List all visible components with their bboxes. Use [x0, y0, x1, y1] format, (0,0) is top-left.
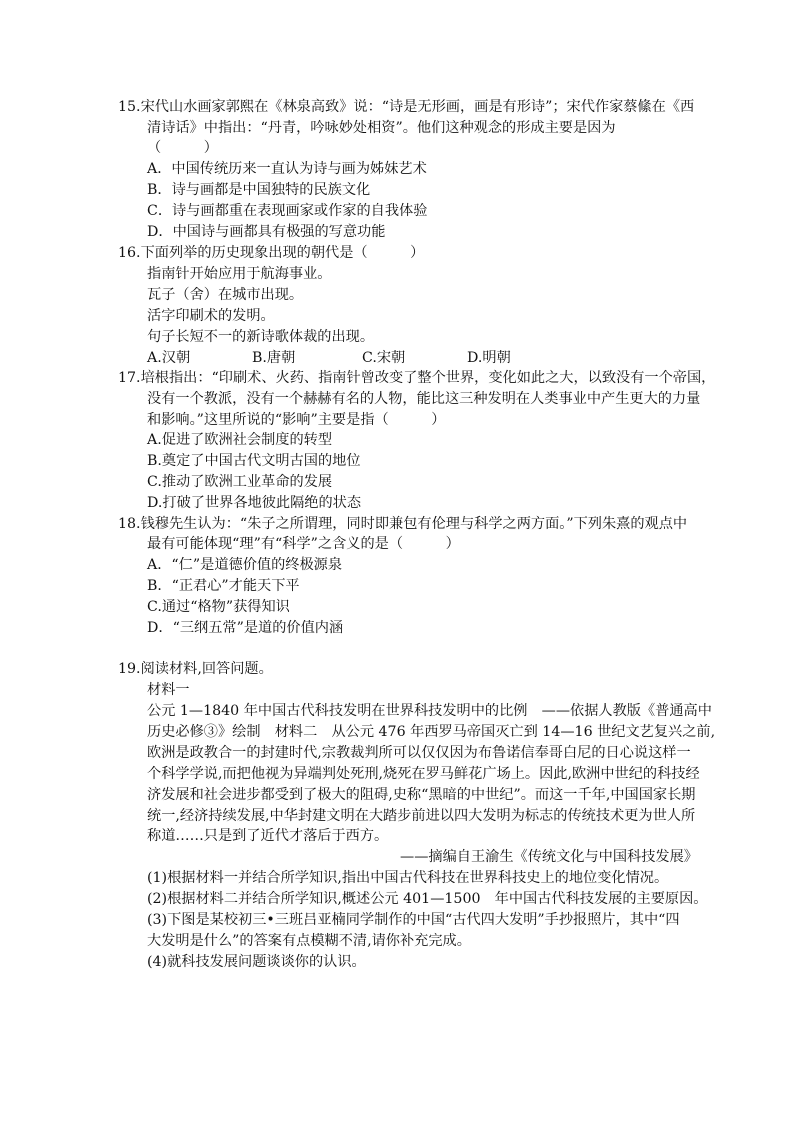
q16-options-row: [147, 348, 511, 369]
q15-stem-line-1: 15.宋代山水画家郭熙在《林泉高致》说：“诗是无形画，画是有形诗”；宋代作家蔡絛在《西: [118, 99, 695, 115]
q19-material-line-5: 济发展和社会进步都受到了极大的阻碍,史称“黑暗的中世纪”。而这一千年,中国国家长期: [147, 787, 696, 803]
q19-material-label: 材料一: [147, 682, 190, 698]
q15-option-c: C．诗与画都重在表现画家或作家的自我体验: [147, 203, 428, 219]
q17-option-c: C.推动了欧洲工业革命的发展: [147, 474, 333, 490]
q16-item-4: 句子长短不一的新诗歌体裁的出现。: [147, 329, 375, 345]
q15-option-d: D．中国诗与画都具有极强的写意功能: [147, 224, 386, 240]
q19-material-line-3: 欧洲是政教合一的封建时代,宗教裁判所可以仅仅因为布鲁诺信奉哥白尼的日心说这样一: [147, 745, 691, 761]
q19-subquestion-2: (2)根据材料二并结合所学知识,概述公元 401—1500 年中国古代科技发展的主要原因。: [147, 891, 708, 907]
q17-option-a: A.促进了欧洲社会制度的转型: [147, 432, 333, 448]
q18-option-d: D．“三纲五常”是道的价值内涵: [147, 620, 344, 636]
q15-stem-line-2: 清诗话》中指出：“丹青，吟咏妙处相资”。他们这种观念的形成主要是因为: [147, 120, 616, 136]
q17-option-b: B.奠定了中国古代文明古国的地位: [147, 453, 361, 469]
q17-stem-line-2: 没有一个教派，没有一个赫赫有名的人物，能比这三种发明在人类事业中产生更大的力量: [147, 391, 701, 407]
q16-option-d: D.明朝: [467, 350, 511, 366]
q19-subquestion-1: (1)根据材料一并结合所学知识,指出中国古代科技在世界科技史上的地位变化情况。: [147, 870, 669, 886]
q19-material-line-2: 历史必修③》绘制 材料二 从公元 476 年西罗马帝国灭亡到 14—16 世纪文艺复兴之前,: [147, 724, 716, 740]
q19-material-line-7: 称道……只是到了近代才落后于西方。: [147, 828, 389, 844]
q16-item-2: 瓦子（舍）在城市出现。: [147, 287, 304, 303]
q19-stem: 19.阅读材料,回答问题。: [118, 661, 273, 677]
q15-option-b: B．诗与画都是中国独特的民族文化: [147, 182, 371, 198]
q19-material-line-1: 公元 1—1840 年中国古代科技发明在世界科技发明中的比例 ——依据人教版《普通高中: [147, 703, 712, 719]
q16-option-a: A.汉朝: [147, 350, 191, 366]
q17-stem-line-3: 和影响。”这里所说的“影响”主要是指（ ）: [147, 412, 446, 428]
q15-stem-line-3: （ ）: [147, 140, 218, 156]
q18-option-b: B．“正君心”才能天下平: [147, 578, 300, 594]
q19-subquestion-3-line-2: 大发明是什么”的答案有点模糊不清,请你补充完成。: [147, 933, 471, 949]
q18-stem-line-1: 18.钱穆先生认为：“朱子之所谓理，同时即兼包有伦理与科学之两方面。”下列朱熹的观点中: [118, 516, 688, 532]
q19-subquestion-3-line-1: (3)下图是某校初三•三班吕亚楠同学制作的中国“古代四大发明”手抄报照片，其中“四: [147, 912, 680, 928]
q19-material-line-6: 统一,经济持续发展,中华封建文明在大踏步前进以四大发明为标志的传统技术更为世人所: [147, 808, 696, 824]
q17-option-d: D.打破了世界各地彼此隔绝的状态: [147, 495, 362, 511]
q19-material-line-4: 个科学学说,而把他视为异端判处死刑,烧死在罗马鲜花广场上。因此,欧洲中世纪的科技经: [147, 766, 700, 782]
q16-option-c: C.宋朝: [362, 350, 406, 366]
q16-option-b: B.唐朝: [252, 350, 296, 366]
q17-stem-line-1: 17.培根指出：“印刷术、火药、指南针曾改变了整个世界，变化如此之大，以致没有一个帝国，: [118, 370, 716, 386]
q18-stem-line-2: 最有可能体现“理”有“科学”之含义的是（ ）: [147, 536, 460, 552]
q18-option-c: C.通过“格物”获得知识: [147, 599, 290, 615]
q19-source: ——摘编自王渝生《传统文化与中国科技发展》: [400, 849, 698, 865]
q16-stem: 16.下面列举的历史现象出现的朝代是（ ）: [118, 245, 425, 261]
q19-subquestion-4: (4)就科技发展问题谈谈你的认识。: [147, 954, 366, 970]
q18-option-a: A．“仁”是道德价值的终极源泉: [147, 557, 343, 573]
q16-item-3: 活字印刷术的发明。: [147, 308, 275, 324]
q16-item-1: 指南针开始应用于航海事业。: [147, 266, 332, 282]
q15-option-a: A．中国传统历来一直认为诗与画为姊妹艺术: [147, 161, 427, 177]
